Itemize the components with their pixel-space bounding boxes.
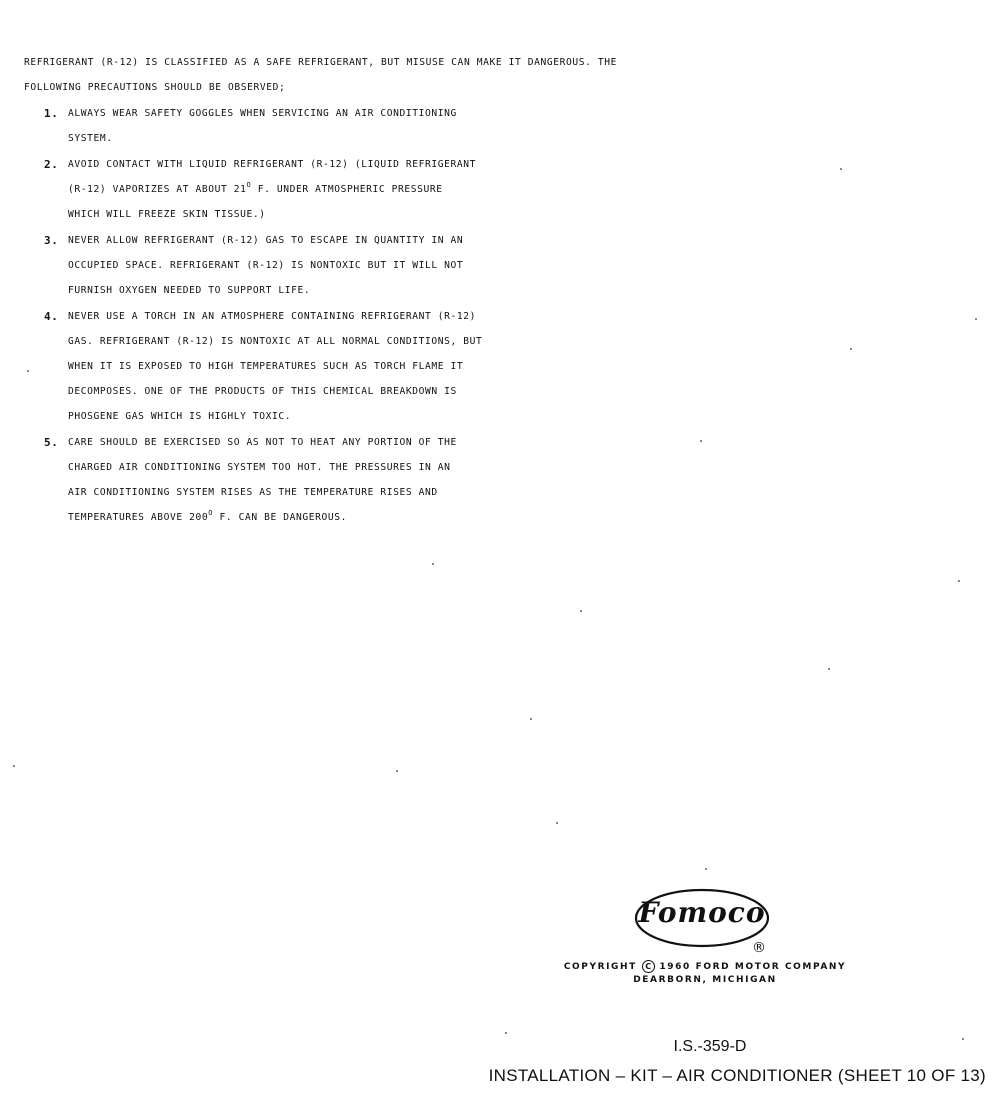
precaution-line: F. CAN BE DANGEROUS. [219,512,348,523]
scan-speck [530,718,532,720]
scan-speck [958,580,960,582]
precaution-line: NEVER ALLOW REFRIGERANT (R-12) GAS TO ESCAPE IN QUANTITY IN AN [68,235,464,246]
precaution-line: WHICH WILL FREEZE SKIN TISSUE.) [68,209,266,220]
registered-trademark-icon: ® [752,940,766,956]
precaution-line: DECOMPOSES. ONE OF THE PRODUCTS OF THIS CHEMICAL BREAKDOWN IS [68,386,457,397]
precaution-line: FURNISH OXYGEN NEEDED TO SUPPORT LIFE. [68,285,311,296]
precaution-line: F. UNDER ATMOSPHERIC PRESSURE [257,184,443,195]
precaution-number: 2. [44,158,59,171]
precaution-number: 1. [44,107,59,120]
scan-speck [556,822,558,824]
fomoco-logo-block [540,888,870,988]
precaution-line: AIR CONDITIONING SYSTEM RISES AS THE TEMPERATURE RISES AND [68,487,438,498]
scan-speck [840,168,842,170]
precaution-number: 4. [44,310,59,323]
precaution-item [22,152,622,227]
copyright-prefix: COPYRIGHT [563,962,637,972]
precaution-line: CHARGED AIR CONDITIONING SYSTEM TOO HOT. THE PRESSURES IN AN [68,462,451,473]
precaution-number: 3. [44,234,59,247]
scan-speck [505,1032,507,1034]
precaution-line: SYSTEM. [68,133,113,144]
scan-speck [432,563,434,565]
scan-speck [975,318,977,320]
degree-mark: O [246,181,252,189]
precaution-line: GAS. REFRIGERANT (R-12) IS NONTOXIC AT ALL NORMAL CONDITIONS, BUT [68,336,483,347]
scan-speck [962,1038,964,1040]
precaution-item [22,430,622,530]
scan-speck [705,868,707,870]
scan-speck [850,348,852,350]
document-title: INSTALLATION – KIT – AIR CONDITIONER (SHEET 10 OF 13) [488,1066,986,1085]
precaution-item [22,228,622,303]
precaution-number: 5. [44,436,59,449]
scan-speck [13,765,15,767]
precaution-line: CARE SHOULD BE EXERCISED SO AS NOT TO HEAT ANY PORTION OF THE [68,437,457,448]
copyright-holder: 1960 FORD MOTOR COMPANY [659,962,847,972]
precaution-line: TEMPERATURES ABOVE 200 [68,512,209,523]
copyright-symbol-icon: C [642,960,655,973]
precaution-line: WHEN IT IS EXPOSED TO HIGH TEMPERATURES SUCH AS TORCH FLAME IT [68,361,464,372]
fomoco-wordmark: Fomoco [638,896,766,929]
precaution-line: AVOID CONTACT WITH LIQUID REFRIGERANT (R-12) (LIQUID REFRIGERANT [68,159,477,170]
scan-speck [27,370,29,372]
precaution-item [22,101,622,151]
degree-mark: O [208,509,214,517]
precaution-line: ALWAYS WEAR SAFETY GOGGLES WHEN SERVICING AN AIR CONDITIONING [68,108,457,119]
scan-speck [396,770,398,772]
precaution-line: PHOSGENE GAS WHICH IS HIGHLY TOXIC. [68,411,292,422]
copyright-notice [540,960,870,987]
precaution-line: (R-12) VAPORIZES AT ABOUT 21 [68,184,247,195]
precaution-line: NEVER USE A TORCH IN AN ATMOSPHERE CONTAINING REFRIGERANT (R-12) [68,311,477,322]
precautions-list [22,101,622,530]
safety-precautions-text [22,50,622,530]
scan-speck [828,668,830,670]
scan-speck [700,440,702,442]
intro-paragraph: REFRIGERANT (R-12) IS CLASSIFIED AS A SAFE REFRIGERANT, BUT MISUSE CAN MAKE IT DANGEROUS. THE FOLLOWING PRECAUTIONS SHOULD BE OBSERVED; [24,57,617,93]
copyright-location: DEARBORN, MICHIGAN [633,975,777,985]
scan-speck [580,610,582,612]
precaution-item [22,304,622,429]
document-number: I.S.-359-D [673,1038,747,1055]
precaution-line: OCCUPIED SPACE. REFRIGERANT (R-12) IS NONTOXIC BUT IT WILL NOT [68,260,464,271]
